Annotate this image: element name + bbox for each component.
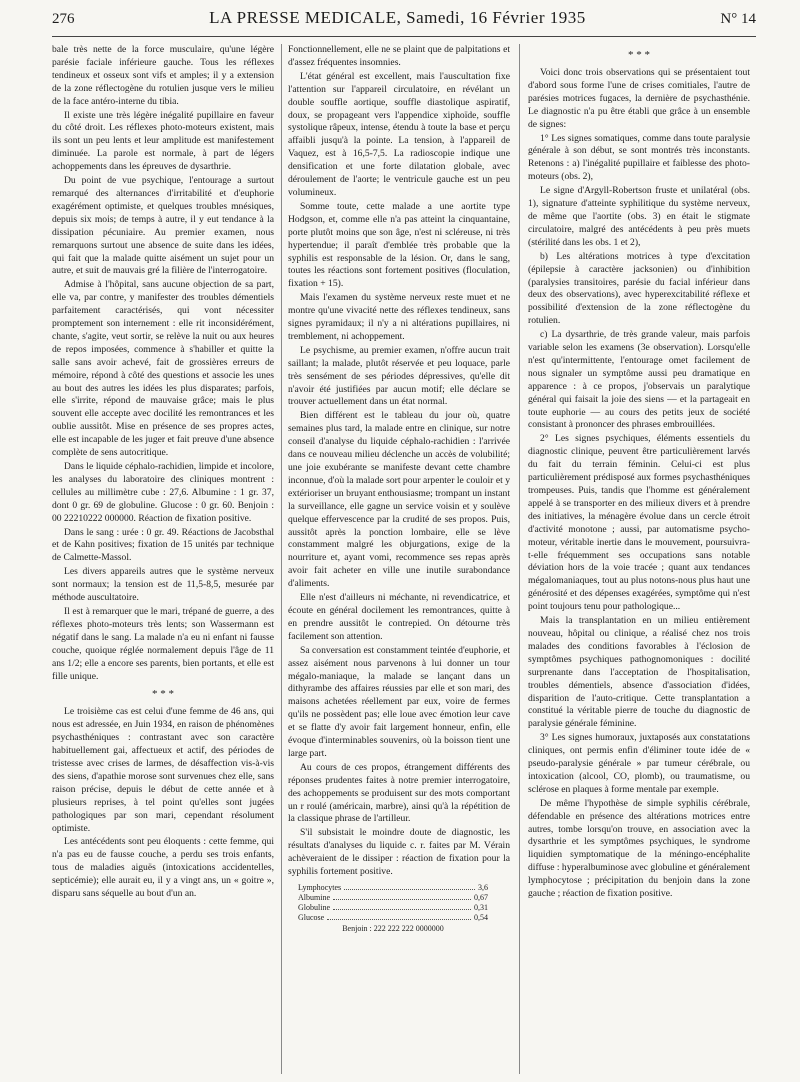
paragraph: Dans le sang : urée : 0 gr. 49. Réactions de Jacobsthal et de Kahn positives; fixation de 15 unités par technique de Calmette-Massol. — [52, 526, 274, 564]
lab-row — [298, 903, 488, 913]
paragraph: Il existe une très légère inégalité pupillaire en faveur du côté droit. Les réflexes photo-moteurs existent, mais ils sont un peu lents et leur amplitude est manifestement diminuée. La parole est normale, à part de légers achoppements dans les épreuves de dysarthrie. — [52, 109, 274, 173]
column-divider — [519, 44, 520, 1074]
lab-value: 0,67 — [474, 893, 488, 902]
lab-label: Lymphocytes — [298, 883, 342, 892]
column-middle — [288, 44, 510, 1076]
paragraph: 2° Les signes psychiques, éléments essentiels du diagnostic clinique, peuvent être particulièrement larvés du fait du terrain féminin. Celui-ci est plus particulièrement prédisposé aux formes psychasthéniques trompeuses. Puis, tandis que l'homme est généralement appelé à se transporter en des milieux divers et à prendre des initiatives, la ménagère évolue dans un cercle étroit d'activité monotone ; aussi, par automatisme psycho-moteur, véritable inertie dans le mouvement, poursuivra-t-elle fréquemment ses occupations sans notable déviation hors de la voie tracée ; quant aux tendances mégalomaniaques, tout au plus notons-nous plus haut une générosité et des dépenses exagérées, symptôme qui n'est point toujours tenu pour pathologique... — [528, 433, 750, 613]
paragraph: Le troisième cas est celui d'une femme de 46 ans, qui nous est adressée, en Juin 1934, en raison de phénomènes psychasthéniques : contrastant avec son caractère habituellement gai, affectueux et actif, des périodes de tristesse avec crises de larmes, de désaffection vis-à-vis des siens, d'apathie morose sont survenues chez elle, sans raison précise, depuis le début de cette année et à plusieurs reprises, à tel point qu'elles sont jugées pathologiques par son mari, cependant résolument optimiste. — [52, 706, 274, 834]
paragraph: Il est à remarquer que le mari, trépané de guerre, a des réflexes photo-moteurs très lents; son Wassermann est négatif dans le sang. La malade n'a eu ni enfant ni fausse couche, quoique réglée normalement depuis l'âge de 11 ans 1/2; elle a encore ses parents, bien portants, et elle est fille unique. — [52, 605, 274, 682]
section-separator: * * * — [628, 49, 650, 61]
paragraph: Voici donc trois observations qui se présentaient tout d'abord sous forme l'une de crises comitiales, l'autre de parésies motrices fugaces, la dernière de psychasthénie. Le diagnostic n'a pu être établi que grâce à un ensemble de signes: — [528, 67, 750, 130]
paragraph: Les antécédents sont peu éloquents : cette femme, qui n'a pas eu de fausse couche, a perdu ses trois enfants, tous de maladies aiguës (intoxications accidentelles, septicémie); elle aurait eu, il y a vingt ans, un « goitre », disparu sans séquelle au bout d'un an. — [52, 836, 274, 900]
leader-dots — [333, 903, 471, 910]
lab-value: 0,54 — [474, 913, 488, 922]
paragraph: Le signe d'Argyll-Robertson fruste et unilatéral (obs. 1), signature d'atteinte syphilitique du système nerveux, de même que l'aortite (obs. 3) en était le stigmate circulatoire, malgré des antécédents à peu près muets (stérilité dans les obs. 1 et 2), — [528, 185, 750, 248]
paragraph: Au cours de ces propos, étrangement différents des réponses prudentes faites à notre premier interrogatoire, des achoppements se produisent sur des mots comportant un r roulé (américain, marbre), ainsi qu'à la répétition de la classique phrase de l'artilleur. — [288, 761, 510, 825]
column-divider — [281, 44, 282, 1074]
page-header — [52, 8, 756, 37]
paragraph: L'état général est excellent, mais l'auscultation fixe l'attention sur l'appareil circulatoire, en révélant un double souffle aortique, souffle diastolique aspiratif, doux, se propageant vers l'appendice xiphoïde, souffle systolique râpeux, intense, étendu à toute la base et perçu affaibli jusqu'à la pointe. La tension, à l'appareil de Vaquez, est à 16,5-7,5. La radioscopie indique une densification et une forte dilatation globale, avec déroulement de l'aorte; le ventricule gauche est un peu volumineux. — [288, 70, 510, 198]
lab-value: 0,31 — [474, 903, 488, 912]
paragraph: c) La dysarthrie, de très grande valeur, mais parfois variable selon les examens (3e observation). Lorsqu'elle n'est qu'intermittente, l'entourage omet facilement de nous signaler un symptôme aussi peu dramatique en apparence : à ce propos, j'observais un paralytique général qui faisait la joie des siens — et la partageait en toute euphorie — au cours des petits jeux de société consistant à prononcer des phrases embrouillées. — [528, 329, 750, 431]
paragraph: De même l'hypothèse de simple syphilis cérébrale, défendable en présence des altérations motrices entre autres, tombe lorsqu'on trouve, en association avec la dysarthrie et les symptômes psychiques, le syndrome liquidien symptomatique de la méningo-encéphalite diffuse : hyperalbuminose avec globuline et généralement lymphocytose ; précipitation du benjoin dans la zone gauche ; réaction de fixation positive. — [528, 797, 750, 900]
section-separator: * * * — [152, 688, 174, 701]
lab-results-table — [298, 883, 488, 934]
paragraph: 1° Les signes somatiques, comme dans toute paralysie générale à son début, se sont montrés très inconstants. Retenons : a) l'inégalité pupillaire et faiblesse des photo-moteurs (obs. 2), — [528, 132, 750, 183]
paragraph: Le psychisme, au premier examen, n'offre aucun trait saillant; la malade, plutôt réservée et peu loquace, parle très sensément de ses périodes dépressives, qu'elle dit n'avoir été justifiées par aucun motif; elle déclare se trouver actuellement dans un état normal. — [288, 344, 510, 408]
column-right — [528, 44, 750, 1076]
paragraph: S'il subsistait le moindre doute de diagnostic, les résultats d'analyses du liquide c. r. faites par M. Vérain achèveraient de le dissiper : réaction de fixation pour la syphilis fortement positive. — [288, 827, 510, 878]
lab-label: Globuline — [298, 903, 330, 912]
paragraph: Sa conversation est constamment teintée d'euphorie, et assez aisément nous parvenons à lui donner un tour mégalo-maniaque, la malade se lançant dans un dithyrambe des affaires réussies par elle et son mari, des maisons achetées réellement par eux, voire de fermes qu'ils ne possèdent pas; elle loue avec émotion leur cave et se flatte d'y avoir fait largement honneur, enfin, elle évoque d'interminables souvenirs, où la boisson tient une large part. — [288, 644, 510, 759]
paragraph: Fonctionnellement, elle ne se plaint que de palpitations et d'assez fréquentes insomnies. — [288, 44, 510, 68]
issue-number: N° 14 — [720, 11, 756, 27]
lab-row — [298, 893, 488, 903]
lab-label: Glucose — [298, 913, 325, 922]
lab-row — [298, 913, 488, 923]
leader-dots — [333, 893, 471, 900]
paragraph: Mais l'examen du système nerveux reste muet et ne montre qu'une vivacité nette des réflexes tendineux, sans signes pyramidaux; il n'y a ni altérations pupillaires, ni tremblement, ni achoppement. — [288, 292, 510, 342]
paragraph: Dans le liquide céphalo-rachidien, limpide et incolore, les analyses du laboratoire des cliniques montrent : cellules au millimètre cube : 27,6. Albumine : 1 gr. 37, dont 0 gr. 69 de globuline. Glucose : 0 gr. 60. Benjoin : 00 22210222 000000. Réaction de fixation positive. — [52, 461, 274, 524]
column-left — [52, 44, 274, 1076]
lab-row — [298, 883, 488, 893]
paragraph: Bien différent est le tableau du jour où, quatre semaines plus tard, la malade entre en clinique, sur notre conseil d'analyse du liquide céphalo-rachidien : l'arrivée dans ce nouveau milieu déclenche un accès de volubilité; une joie exubérante se manifeste devant cette chambre inconnue, d'où la malade sort pour arpenter le couloir et y extérioriser un bruyant enthousiasme; trompant un instant la surveillance, elle gagne un service voisin et y soulève quelque effervescence par la crudité de ses propos. Puis, aussitôt après la ponction lombaire, elle se lève constamment malgré les objurgations, exige de la nourriture et, ayant vomi, recommence ses repas après avoir fait acheter en ville une inutile surabondance d'aliments. — [288, 410, 510, 590]
paragraph: Somme toute, cette malade a une aortite type Hodgson, et, comme elle n'a pas atteint la cinquantaine, porte plutôt moins que son âge, n'est ni scléreuse, ni très hypertendue; il paraît d'emblée très probable que la syphilis est responsable de la lésion. Or, dans le sang, toutes les réactions sont fortement positives (floculation, fixation + 15). — [288, 200, 510, 290]
paragraph: Admise à l'hôpital, sans aucune objection de sa part, elle va, par contre, y manifester des troubles démentiels parfaitement caractérisés, qui vont nécessiter promptement son internement : elle rit inconsidérément, chante, s'agite, veut sortir, se relève la nuit ou aux heures de repos imposées, commence à s'habiller et quitte la salle sans avoir achevé, fait de grossières erreurs de mémoire, répond à côté des questions et associe les unes au bout des autres les idées les plus disparates; parfois, elle s'irrite, répond de mauvaise grâce; mais le plus souvent elle accepte avec docilité les remontrances et les oublie aussitôt. Mise en présence de ses propres actes, elle est incapable de les juger et fait preuve d'une absence complète de sens autocritique. — [52, 279, 274, 459]
lab-label: Albumine — [298, 893, 330, 902]
paragraph: Du point de vue psychique, l'entourage a surtout remarqué des alternances d'irritabilité et d'euphorie exagérément optimiste, et quelques troubles mnésiques, depuis six mois; de temps à autre, il y eut tendance à la dissipation pécuniaire. Au premier examen, nous remarquons surtout une absence de suite dans les idées, qui fait que la malade quitte aisément un sujet pour un autre, et suit de mauvais gré la filière de l'interrogatoire. — [52, 175, 274, 277]
leader-dots — [327, 913, 471, 920]
benjoin-result: Benjoin : 222 222 222 0000000 — [342, 924, 444, 933]
leader-dots — [344, 883, 475, 890]
page-number: 276 — [52, 11, 75, 27]
paragraph: Elle n'est d'ailleurs ni méchante, ni revendicatrice, et écoute en général docilement les remontrances, quitte à en prendre aussitôt le contrepied. On détourne très facilement son attention. — [288, 592, 510, 642]
paragraph: Les divers appareils autres que le système nerveux sont normaux; la tension est de 11,5-8,5, mesurée par méthode auscultatoire. — [52, 566, 274, 604]
lab-value: 3,6 — [478, 883, 488, 892]
paragraph: Mais la transplantation en un milieu entièrement nouveau, hôpital ou clinique, a réalisé chez nos trois malades des conditions favorables à l'éclosion de symptômes psychiques pathognomoniques : docilité surprenante dans l'acceptation de l'hospitalisation, troubles démentiels, absence d'association d'idées, disparition de l'auto-critique. Cette transplantation a constitué la véritable pierre de touche du diagnostic de paralysie générale féminine. — [528, 615, 750, 730]
journal-title: LA PRESSE MEDICALE, Samedi, 16 Février 1935 — [209, 8, 586, 27]
paragraph: bale très nette de la force musculaire, qu'une légère parésie faciale inférieure gauche. Tous les réflexes tendineux et osseux sont vifs et amples; il y a extension de la zone réflectogène du rotulien jusque vers le milieu de la face antéro-interne du tibia. — [52, 44, 274, 107]
paragraph: b) Les altérations motrices à type d'excitation (épilepsie à caractère jacksonien) ou d'inhibition (paralysies transitoires, parésie du facial inférieur dans deux des observations), avec hyperexcitabilité réflexe et possibilité d'extension de la zone réflectogène du rotulien. — [528, 250, 750, 327]
paragraph: 3° Les signes humoraux, juxtaposés aux constatations cliniques, ont permis enfin d'éliminer toute idée de « pseudo-paralysie générale » par tumeur cérébrale, ou intoxication (alcool, CO, plomb), ou traumatisme, ou sclérose en plaques à forme mentale par exemple. — [528, 732, 750, 795]
